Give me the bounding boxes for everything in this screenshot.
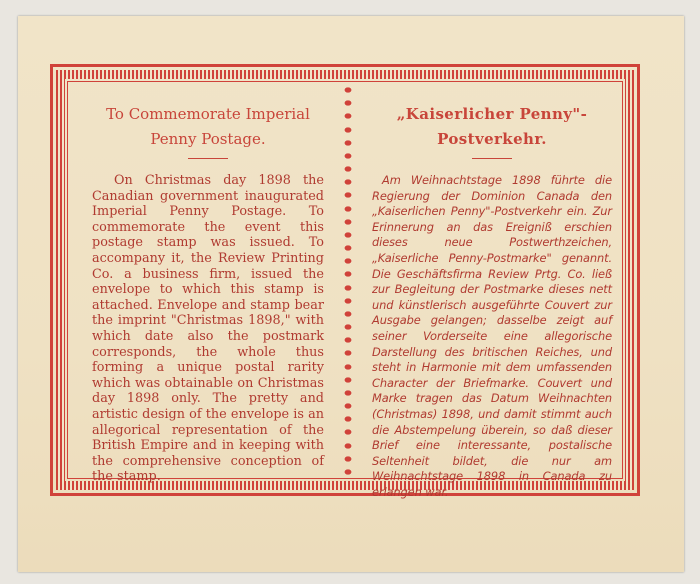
divider-ornament [343,323,353,331]
divider-ornament [343,442,353,450]
divider-ornament [343,455,353,463]
divider-ornament [343,178,353,186]
divider-ornament [343,205,353,213]
divider-ornament [343,112,353,120]
divider-ornament [343,139,353,147]
divider-ornament [343,284,353,292]
divider-ornament [343,468,353,476]
german-column [372,92,612,500]
ornamental-divider [341,86,355,476]
divider-ornament [343,376,353,384]
divider-ornament [343,389,353,397]
english-title-rule [188,158,228,159]
german-title-rule [472,158,512,159]
divider-ornament [343,191,353,199]
divider-ornament [343,86,353,94]
divider-ornament [343,218,353,226]
divider-ornament [343,231,353,239]
divider-ornament [343,152,353,160]
english-title: To Commemorate Imperial Penny Postage. [106,105,310,148]
divider-ornament [343,336,353,344]
divider-ornament [343,349,353,357]
divider-ornament [343,270,353,278]
divider-ornament [343,402,353,410]
divider-ornament [343,428,353,436]
german-body: Am Weihnachtstage 1898 führte die Regierung der Dominion Canada den „Kaiserlichen Penny"-Postverkehr ein. Zur Erinnerung an das Ereigniß erschien dieses neue Postwerthzeichen, „Kaiserliche Penny-Postmarke" genannt. Die Geschäftsfirma Review Prtg. Co. ließ zur Begleitung der Postmarke dieses nett und künstlerisch ausgeführte Couvert zur Ausgabe gelangen; dasselbe zeigt auf seiner Vorderseite eine allegorische Darstellung des britischen Reiches, und steht in Harmonie mit dem umfassenden Character der Briefmarke. Couvert und Marke tragen das Datum Weihnachten (Christmas) 1898, und damit stimmt auch die Abstempelung überein, so daß dieser Brief eine interessante, postalische Seltenheit bildet, die nur am Weihnachtstage 1898 in Canada zu erlangen war. [372,173,612,499]
divider-ornament [343,297,353,305]
divider-ornament [343,415,353,423]
divider-ornament [343,363,353,371]
divider-ornament [343,257,353,265]
divider-ornament [343,126,353,134]
divider-ornament [343,244,353,252]
divider-ornament [343,99,353,107]
divider-ornament [343,165,353,173]
divider-ornament [343,310,353,318]
german-title: „Kaiserlicher Penny"-Postverkehr. [396,105,588,148]
english-column [92,92,324,485]
english-body: On Christmas day 1898 the Canadian government inaugurated Imperial Penny Postage. To commemorate the event this postage stamp was issued. To accompany it, the Review Printing Co. a business firm, issued the envelope to which this stamp is attached. Envelope and stamp bear the imprint "Christmas 1898," with which date also the postmark corresponds, the whole thus forming a unique postal rarity which was obtainable on Christmas day 1898 only. The pretty and artistic design of the envelope is an allegorical representation of the British Empire and in keeping with the comprehensive conception of the stamp. [92,173,324,485]
